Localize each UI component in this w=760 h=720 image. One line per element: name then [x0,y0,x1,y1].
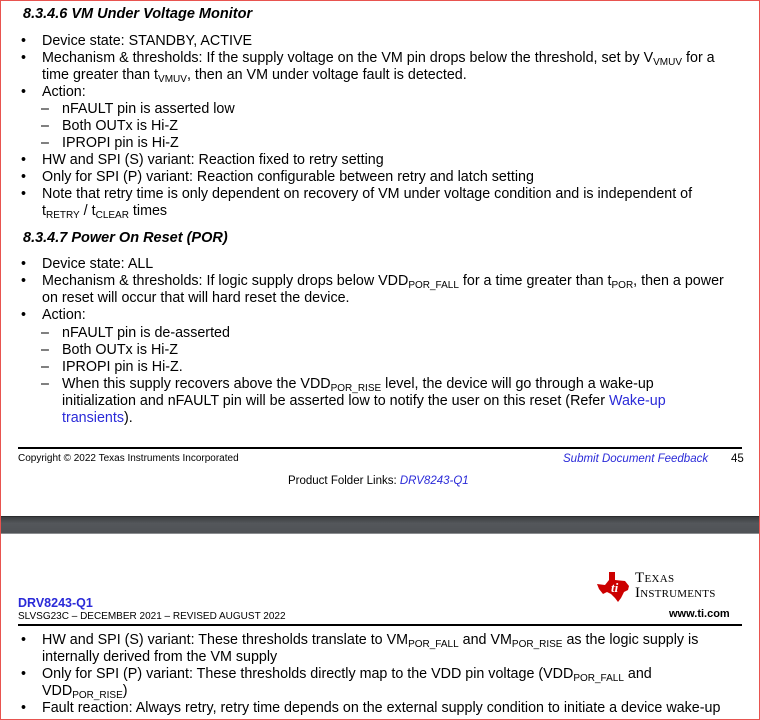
dash-icon: – [41,325,49,341]
bullet-text: Only for SPI (P) variant: These thresholds directly map to the VDD pin voltage ($VDD_{POR\_FALL}$ and [42,666,652,684]
dash-icon: – [41,118,49,134]
bullet-text: Device state: STANDBY, ACTIVE [42,33,253,49]
bullet-icon: • [21,84,27,100]
bullet-icon: • [21,700,27,716]
dash-icon: – [41,135,49,151]
bullet-icon: • [21,152,27,168]
page-number: 45 [731,453,744,465]
bullet-icon: • [21,273,27,289]
bullet-text: $t_{RETRY} / t_{CLEAR}$ times [42,203,168,221]
bullet-text: Action: [42,84,86,100]
dash-icon: – [41,342,49,358]
bullet-icon: • [21,632,27,648]
bullet-icon: • [21,307,27,323]
bullet-text: HW and SPI (S) variant: These thresholds translate to $VM_{POR\_FALL}$ and $VM_{POR\_RISE}$ as the logic supply is [42,632,699,650]
document-revision: SLVSG23C – DECEMBER 2021 – REVISED AUGUST 2022 [18,611,286,622]
page-separator [0,516,760,534]
bullet-text: Mechanism & thresholds: If logic supply drops below $VDD_{POR\_FALL}$ for a time greater than $t_{POR}$, then a power [42,273,724,291]
bullet-text: time greater than $t_{VMUV}$, then an VM under voltage fault is detected. [42,67,467,85]
submit-feedback-link[interactable]: Submit Document Feedback [563,453,709,465]
svg-text:ti: ti [611,580,619,595]
bullet-text: internally derived from the VM supply [42,649,278,665]
bullet-text: Device state: ALL [42,256,154,272]
product-folder-links: Product Folder Links: DRV8243-Q1 [288,475,469,487]
document-page-45: 8.3.4.6 VM Under Voltage Monitor • Device state: STANDBY, ACTIVE • Mechanism & thresholds: If the supply voltage on the VM pin drops below the threshold, set by $V_{VMUV}$ for a time greater than $t_{VMUV}$, then an VM under voltage fault is detected. • Action: – nFAULT pin is asserted low – Both OUTx is Hi-Z – IPROPI pin is Hi-Z • HW and SPI (S) variant: Reaction fixed to retry setting • Only for SPI (P) variant: Reaction configurable between retry and latch setting • Note that retry time is only dependent on recovery of VM under voltage condition and is independent of $t_{RETRY} / t_{CLEAR}$ times 8.3.4.7 Power On Reset (POR) • Device state: ALL • Mechanism & thresholds: If logic supply drops below $VDD_{POR\_FALL}$ for a time greater than $t_{POR}$, then a power on reset will occur that will hard reset the device. • Action: – nFAULT pin is de-asserted – Both OUTx is Hi-Z – IPROPI pin is Hi-Z. – When this supply recovers above the $VDD_{POR\_RISE}$ level, the device will go through a wake-up initialization and nFAULT pin will be asserted low to notify the user on this reset (Refer Wake-up transients). Copyright © 2022 Texas Instruments Incorporated Submit Document Feedback 45 Product Folder Links: DRV8243-Q1 [0,0,760,516]
copyright-text: Copyright © 2022 Texas Instruments Incorporated [18,453,239,464]
bullet-icon: • [21,50,27,66]
dash-icon: – [41,376,49,392]
bullet-icon: • [21,256,27,272]
bullet-text: on reset will occur that will hard reset the device. [42,290,350,306]
bullet-text: $VDD_{POR\_RISE}$) [42,683,128,701]
bullet-text: Note that retry time is only dependent on recovery of VM under voltage condition and is independent of [42,186,693,202]
bullet-icon: • [21,186,27,202]
ti-texas-state-icon [597,572,631,602]
dash-icon: – [41,101,49,117]
header-rule [18,624,742,626]
document-id-link[interactable]: DRV8243-Q1 [18,596,93,610]
wake-up-transients-link[interactable]: Wake-up [609,393,666,409]
bullet-text: Only for SPI (P) variant: Reaction configurable between retry and latch setting [42,169,534,185]
dash-icon: – [41,359,49,375]
section-heading-power-on-reset: 8.3.4.7 Power On Reset (POR) [23,230,228,246]
product-folder-link[interactable]: DRV8243-Q1 [399,475,469,487]
bullet-icon: • [21,169,27,185]
bullet-text: HW and SPI (S) variant: Reaction fixed to retry setting [42,152,384,168]
website-text: www.ti.com [669,608,730,620]
bullet-text: Fault reaction: Always retry, retry time depends on the external supply condition to initiate a device wake-up [42,700,721,716]
bullet-icon: • [21,666,27,682]
bullet-text: Mechanism & thresholds: If the supply voltage on the VM pin drops below the threshold, set by $V_{VMUV}$ for a [42,50,715,68]
logo-text-instruments: Instruments [635,585,716,601]
ti-logo [597,570,737,606]
logo-text-texas: Texas [635,570,675,586]
bullet-icon: • [21,33,27,49]
wake-up-transients-link-cont[interactable]: transients [62,410,124,426]
bullet-text: Action: [42,307,86,323]
footer-rule [18,447,742,449]
section-heading-vm-under-voltage: 8.3.4.6 VM Under Voltage Monitor [23,6,253,22]
document-page-46 [0,534,760,720]
